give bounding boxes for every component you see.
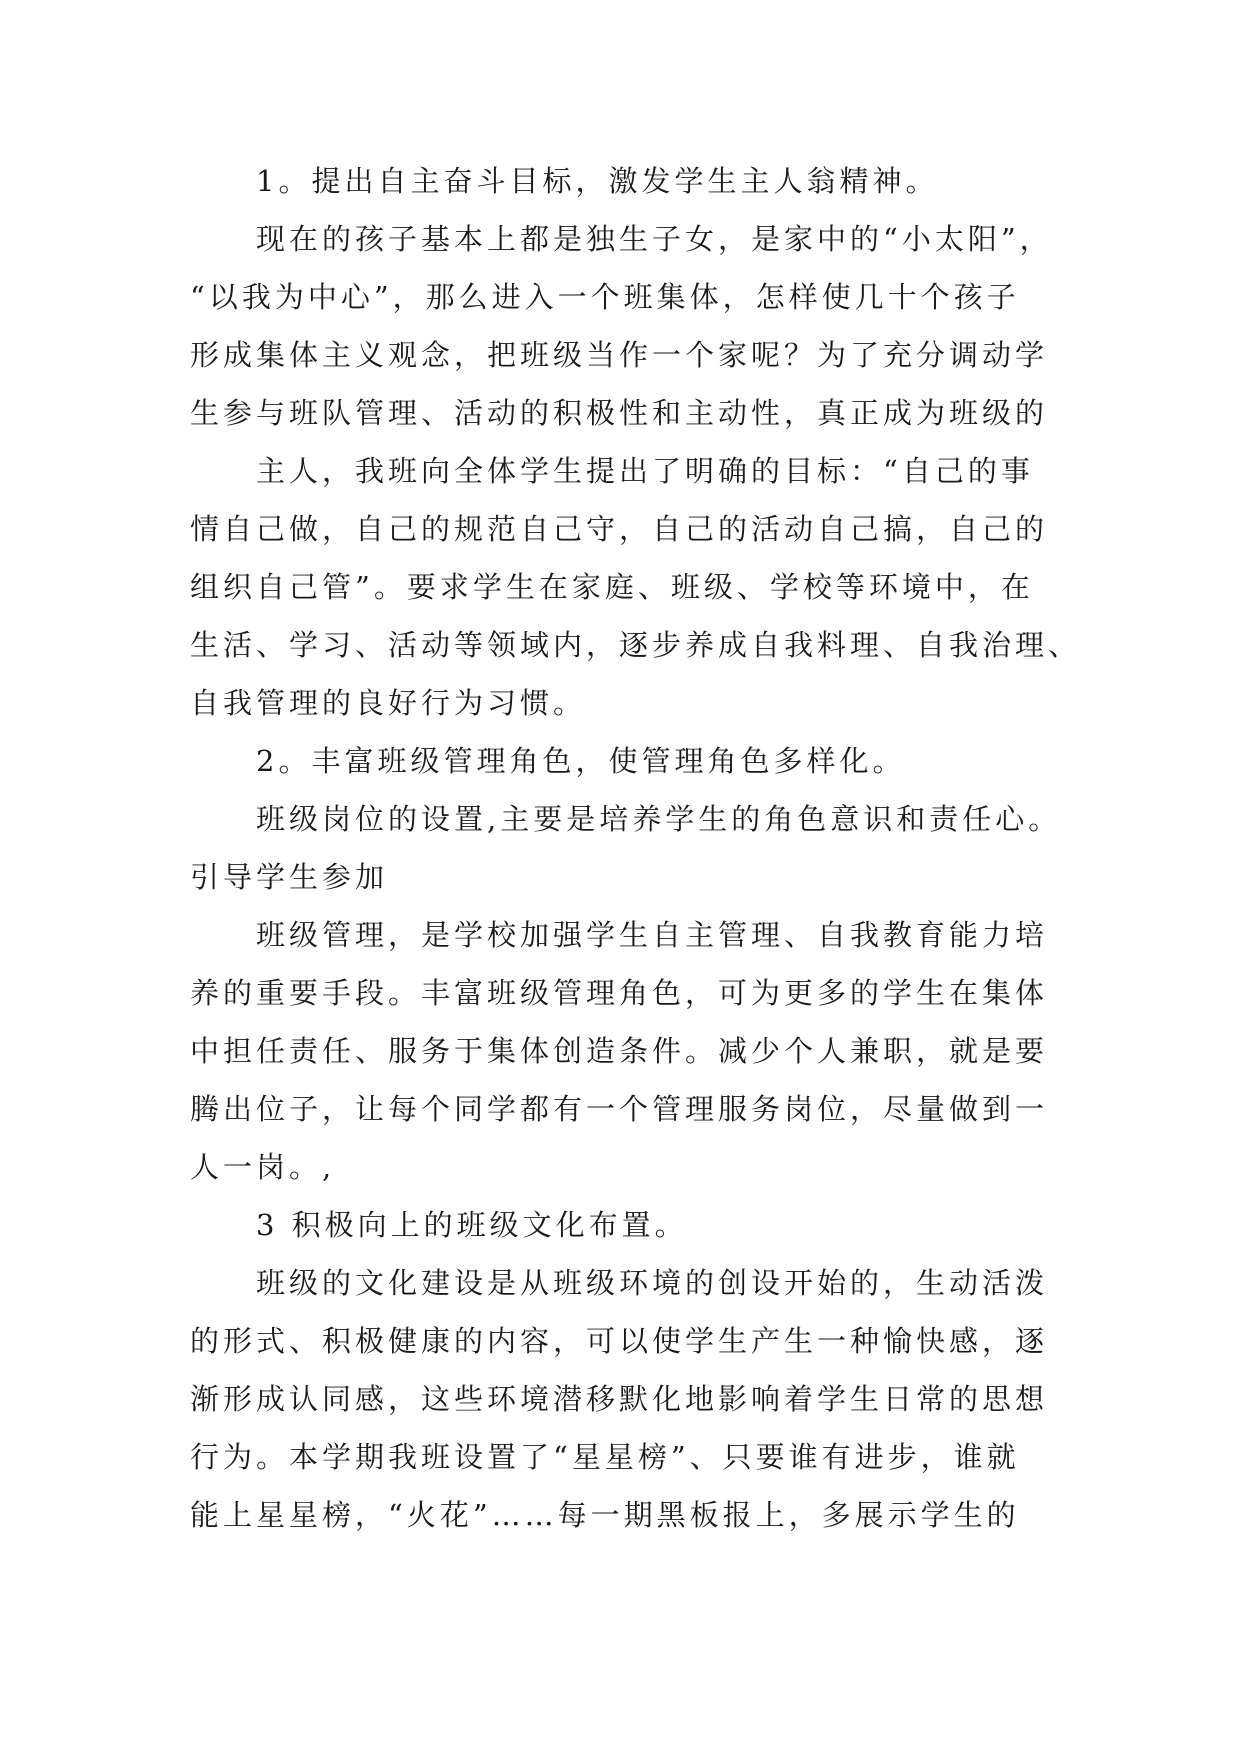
text-line: 引导学生参加 bbox=[190, 860, 389, 894]
text-line: 能上星星榜，“火花”……每一期黑板报上，多展示学生的 bbox=[190, 1498, 1020, 1532]
text-line: 组织自己管”。要求学生在家庭、班级、学校等环境中，在 bbox=[190, 570, 1034, 604]
text-line: 人一岗。, bbox=[190, 1150, 336, 1184]
text-line: 的形式、积极健康的内容，可以使学生产生一种愉快感，逐 bbox=[190, 1324, 1049, 1358]
text-line: 情自己做，自己的规范自己守，自己的活动自己搞，自己的 bbox=[190, 512, 1049, 546]
section-heading-3: 3 积极向上的班级文化布置。 bbox=[256, 1208, 688, 1242]
text-line: 生参与班队管理、活动的积极性和主动性，真正成为班级的 bbox=[190, 396, 1049, 430]
text-line: 形成集体主义观念，把班级当作一个家呢？为了充分调动学 bbox=[190, 338, 1049, 372]
text-line: 班级管理，是学校加强学生自主管理、自我教育能力培 bbox=[256, 918, 1049, 952]
text-line: 生活、学习、活动等领域内，逐步养成自我料理、自我治理、 bbox=[190, 628, 1082, 662]
section-heading-1: 1。提出自主奋斗目标，激发学生主人翁精神。 bbox=[256, 164, 939, 198]
text-line: 班级的文化建设是从班级环境的创设开始的，生动活泼 bbox=[256, 1266, 1049, 1300]
text-line: 腾出位子，让每个同学都有一个管理服务岗位，尽量做到一 bbox=[190, 1092, 1049, 1126]
text-line: 自我管理的良好行为习惯。 bbox=[190, 686, 587, 720]
text-line: “以我为中心”，那么进入一个班集体，怎样使几十个孩子 bbox=[190, 280, 1020, 314]
text-line: 主人，我班向全体学生提出了明确的目标：“自己的事 bbox=[256, 454, 1034, 488]
text-line: 行为。本学期我班设置了“星星榜”、只要谁有进步，谁就 bbox=[190, 1440, 1020, 1474]
text-line: 班级岗位的设置,主要是培养学生的角色意识和责任心。 bbox=[256, 802, 1062, 836]
text-line: 现在的孩子基本上都是独生子女，是家中的“小太阳”， bbox=[256, 222, 1053, 256]
text-line: 养的重要手段。丰富班级管理角色，可为更多的学生在集体 bbox=[190, 976, 1049, 1010]
section-heading-2: 2。丰富班级管理角色，使管理角色多样化。 bbox=[256, 744, 906, 778]
text-line: 中担任责任、服务于集体创造条件。减少个人兼职，就是要 bbox=[190, 1034, 1049, 1068]
text-line: 渐形成认同感，这些环境潜移默化地影响着学生日常的思想 bbox=[190, 1382, 1049, 1416]
